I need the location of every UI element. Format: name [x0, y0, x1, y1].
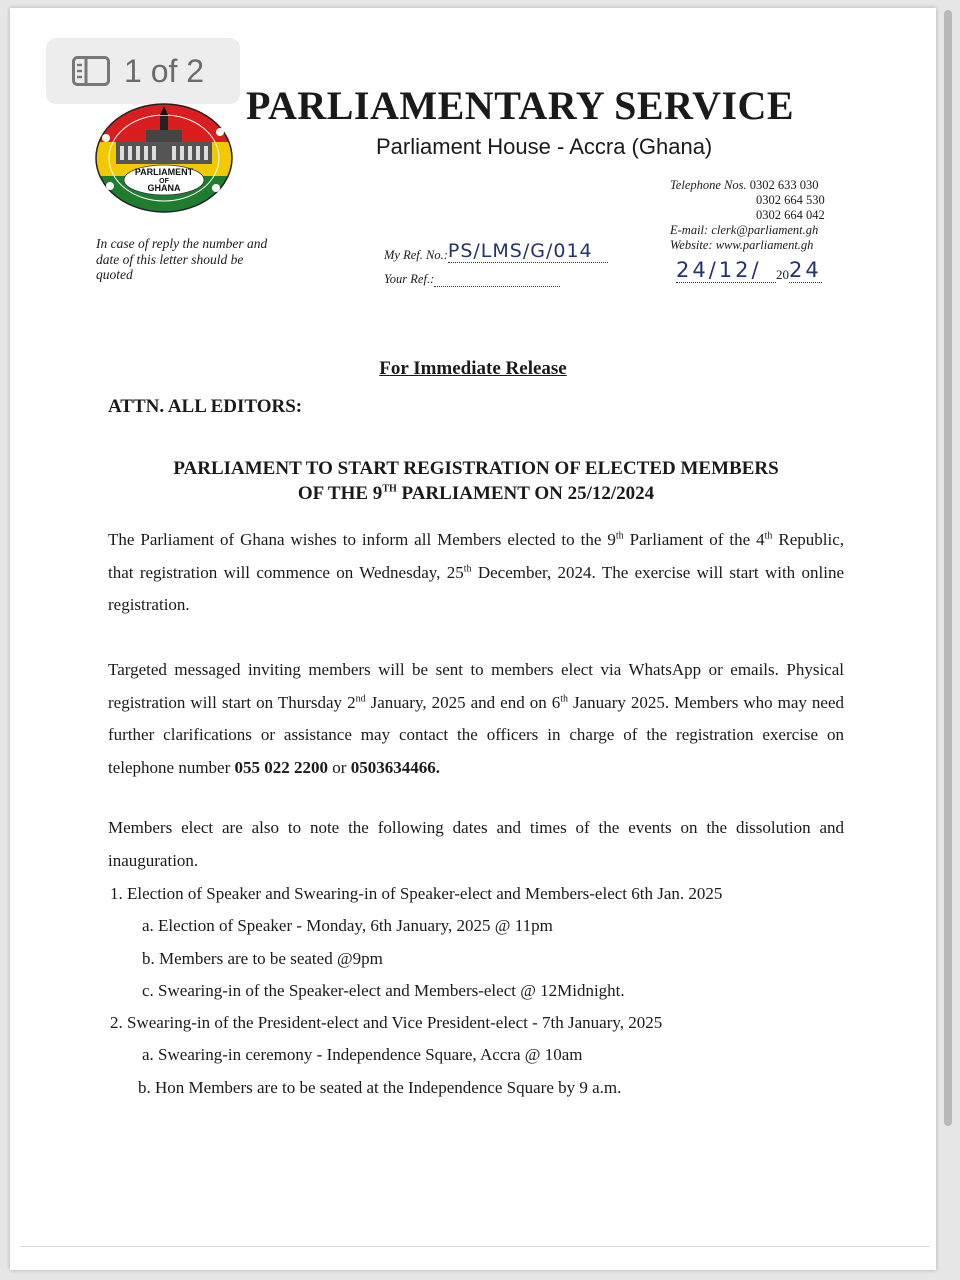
paragraph-registration-notice: [108, 524, 844, 622]
email-label: E-mail:: [670, 223, 709, 237]
telephone-number-1: 0302 633 030: [749, 178, 819, 192]
paragraph-physical-registration: [108, 654, 844, 784]
my-ref-label: My Ref. No.:: [384, 248, 448, 262]
parliament-crest-logo: [94, 102, 234, 214]
headline-line-2-a: OF THE 9: [297, 483, 383, 504]
website-address: www.parliament.gh: [715, 238, 814, 252]
date-handwritten-year: 24: [789, 258, 822, 282]
my-ref-handwritten: PS/LMS/G/014: [448, 240, 608, 263]
date-handwritten-day-month: 24/12/: [676, 258, 776, 283]
page-count-label: 1 of 2: [124, 52, 205, 89]
list-item-1b: b. Members are to be seated @9pm: [142, 948, 383, 968]
page-indicator[interactable]: [46, 38, 240, 104]
press-headline: [108, 456, 844, 506]
list-item-1: 1. Election of Speaker and Swearing-in of Speaker-elect and Members-elect 6th Jan. 2025: [110, 884, 723, 903]
page-bottom-edge: [20, 1246, 930, 1247]
org-address: Parliament House - Accra (Ghana): [376, 134, 713, 159]
list-item-1c: c. Swearing-in of the Speaker-elect and Members-elect @ 12Midnight.: [142, 980, 625, 1000]
contact-phone-2: 0503634466.: [350, 757, 440, 777]
website-label: Website:: [670, 238, 713, 252]
telephone-row: [670, 178, 850, 193]
org-title: PARLIAMENTARY SERVICE: [246, 83, 795, 128]
logo-text-ghana: GHANA: [147, 183, 181, 193]
list-item-2: 2. Swearing-in of the President-elect and Vice President-elect - 7th January, 2025: [110, 1013, 663, 1033]
p1-sup-3: th: [463, 562, 472, 574]
p1-sup-1: th: [615, 530, 624, 542]
attention-line: ATTN. ALL EDITORS:: [108, 396, 303, 417]
telephone-number-2: 0302 664 530: [756, 193, 825, 207]
telephone-number-3: 0302 664 042: [756, 208, 825, 222]
list-item-2b: b. Hon Members are to be seated at the Independence Square by 9 a.m.: [138, 1077, 622, 1097]
website-row: [670, 238, 850, 253]
headline-sup: TH: [382, 483, 397, 495]
p1-text-c: Republic, that registration will commence on Wednesday, 25: [108, 530, 844, 582]
p2-sup-2: th: [560, 692, 568, 704]
logo-text-of: OF: [159, 178, 169, 185]
date-prefix: 20: [776, 267, 789, 282]
release-heading-text: For Immediate Release: [379, 358, 567, 379]
contact-block: [670, 178, 850, 253]
your-ref-label: Your Ref.:: [384, 272, 435, 286]
my-ref-line: [384, 240, 608, 263]
reply-note: In case of reply the number and date of this letter should be quoted: [96, 236, 268, 282]
p1-text-b: Parliament of the 4: [623, 530, 765, 549]
list-item-2a: a. Swearing-in ceremony - Independence Square, Accra @ 10am: [142, 1045, 583, 1065]
headline-line-2: [108, 481, 844, 506]
contact-phone-1: 055 022 2200: [234, 757, 329, 777]
paragraph-dates-intro: Members elect are also to note the following dates and times of the events on the dissolution and inauguration.: [108, 818, 844, 870]
letter-date: [676, 258, 822, 283]
page-thumbnails-icon[interactable]: [72, 56, 110, 86]
p1-sup-2: th: [764, 530, 773, 542]
list-item-1a: a. Election of Speaker - Monday, 6th January, 2025 @ 11pm: [142, 916, 553, 936]
email-row: [670, 223, 850, 238]
headline-line-1: PARLIAMENT TO START REGISTRATION OF ELECTED MEMBERS: [173, 458, 779, 479]
logo-text-parliament: PARLIAMENT: [134, 167, 194, 177]
p2-text-a: Targeted messaged inviting members will be sent to members elect via WhatsApp or emails. Physical registration will start on Thursday 2: [108, 660, 844, 712]
email-address: clerk@parliament.gh: [711, 223, 819, 237]
p2-text-b: January, 2025 and end on 6: [365, 692, 561, 712]
scrollbar[interactable]: [944, 10, 952, 1126]
p2-text-or: or: [328, 757, 351, 777]
p1-text-d: December, 2024. The exercise will start with online registration.: [108, 562, 844, 614]
p2-text-c: January 2025. Members who may need further clarifications or assistance may contact the officers in charge of the registration exercise on telephone number: [108, 692, 844, 777]
p1-text-a: The Parliament of Ghana wishes to inform all Members elected to the 9: [108, 530, 616, 549]
events-list: [108, 878, 848, 1104]
release-heading: [0, 358, 946, 380]
headline-line-2-b: PARLIAMENT ON 25/12/2024: [396, 483, 655, 504]
telephone-label: Telephone Nos.: [670, 178, 747, 192]
p2-sup-1: nd: [355, 692, 366, 704]
your-ref-blank: [434, 274, 560, 287]
your-ref-line: [384, 272, 560, 287]
